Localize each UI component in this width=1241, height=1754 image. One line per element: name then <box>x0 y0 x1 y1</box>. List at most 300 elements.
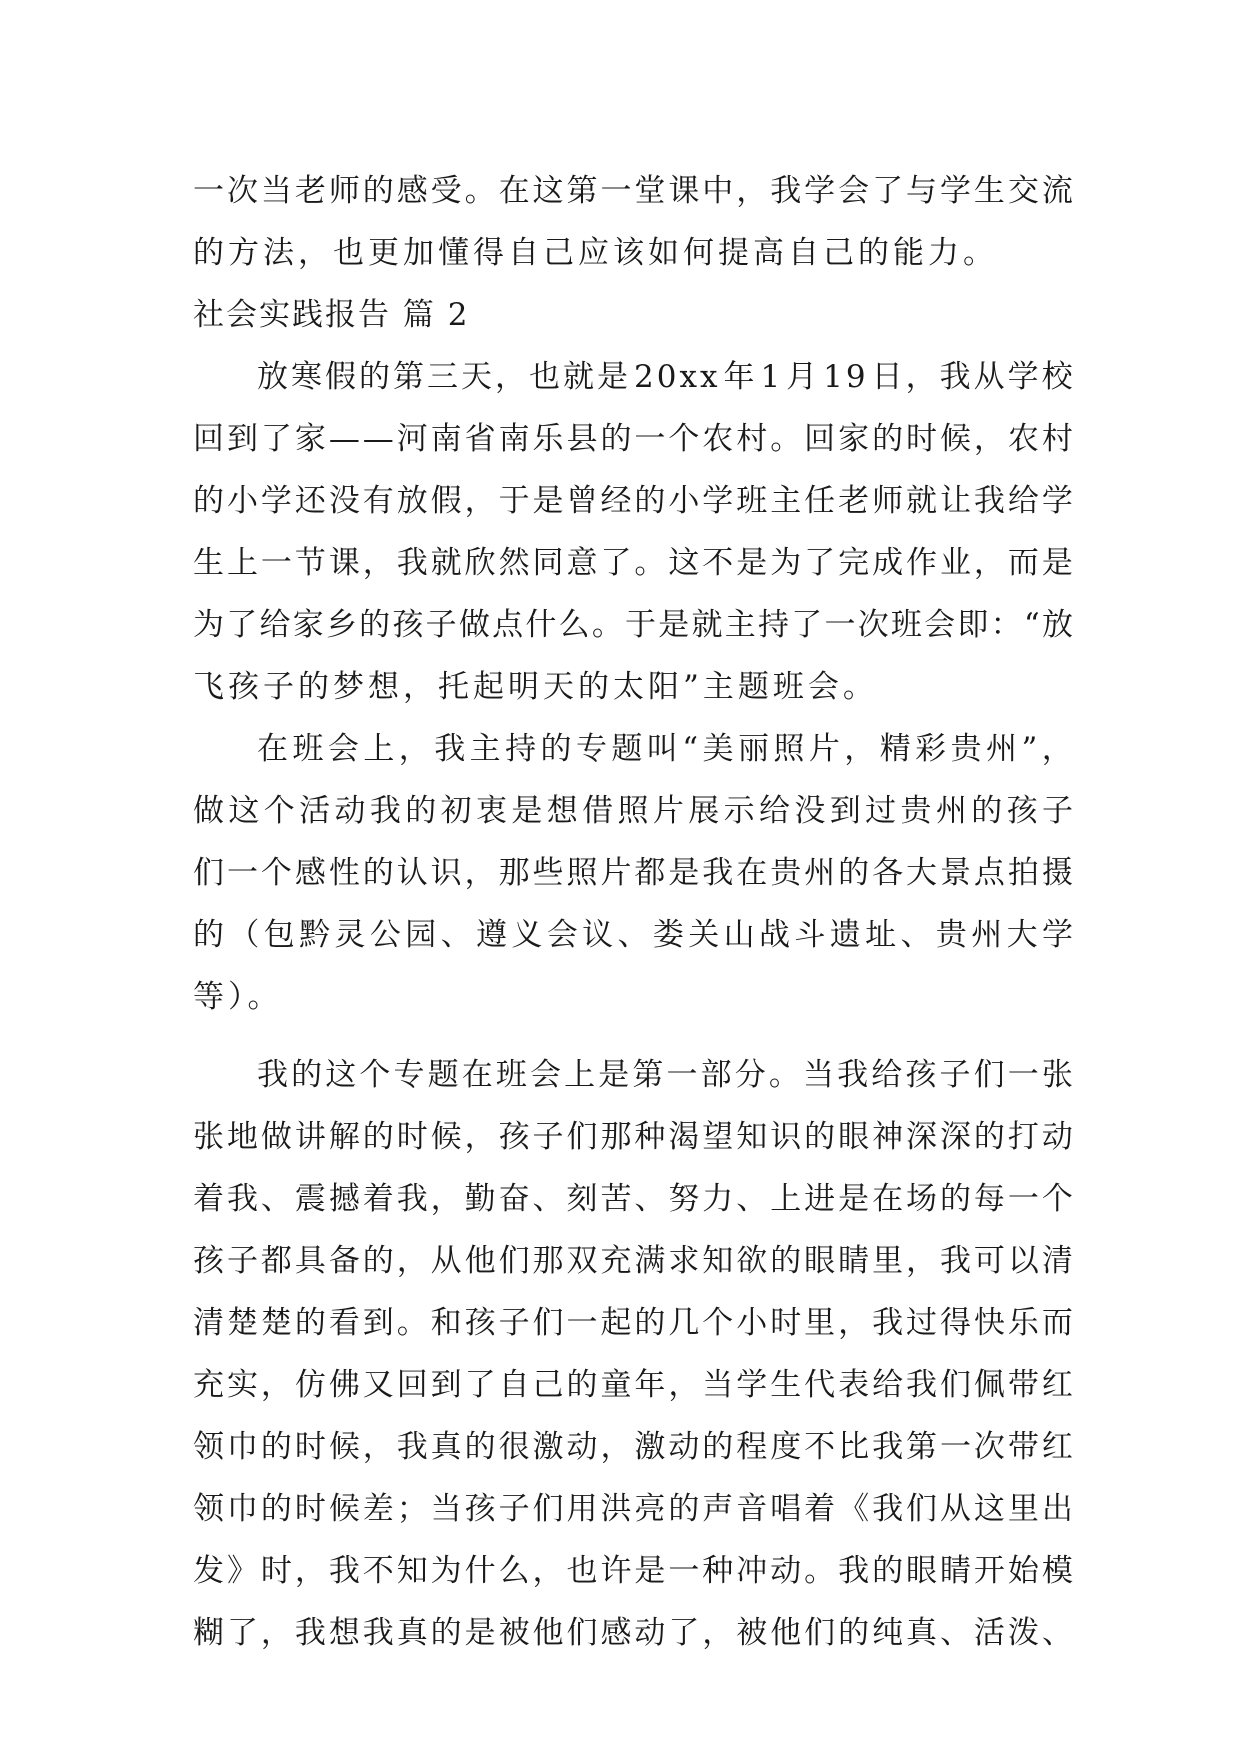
line-char: 了 <box>464 1367 496 1403</box>
line-char: 那 <box>532 1243 564 1279</box>
line-char: 上 <box>363 731 395 767</box>
line-char: 州 <box>935 793 967 829</box>
line-char: 、 <box>532 1181 564 1217</box>
line-char: 很 <box>498 1429 530 1465</box>
line-char: 课 <box>668 173 700 209</box>
line-char: 我 <box>434 731 466 767</box>
line-char: 第 <box>566 173 598 209</box>
line-char: 学 <box>1041 483 1073 519</box>
line-char: 真 <box>906 1615 938 1651</box>
line-char: 备 <box>328 1243 360 1279</box>
line-char: 师 <box>872 483 904 519</box>
line-char: 渴 <box>668 1119 700 1155</box>
line-char: 一 <box>1007 1181 1039 1217</box>
line-char: 班 <box>292 731 324 767</box>
line-char: 彩 <box>915 731 947 767</box>
line-char: ， <box>600 1429 632 1465</box>
text-line <box>193 904 1073 966</box>
line-char: ， <box>702 1615 734 1651</box>
line-char: 是 <box>634 1553 666 1589</box>
line-char: 给 <box>1007 483 1039 519</box>
line-char: 我 <box>906 1367 938 1403</box>
line-char: 童 <box>600 1367 632 1403</box>
line-char: 的 <box>540 731 572 767</box>
line-char: 我 <box>973 483 1005 519</box>
line-char: ， <box>532 1553 564 1589</box>
line-char: 州 <box>986 731 1018 767</box>
line-char: 时 <box>260 1553 292 1589</box>
line-char: 他 <box>770 1615 802 1651</box>
line-char: 次 <box>857 607 889 643</box>
text-line <box>193 1540 1073 1602</box>
line-char: 大 <box>1006 917 1038 953</box>
line-char: 的 <box>193 917 224 953</box>
line-char: 张 <box>1041 1057 1073 1093</box>
line-char: 个 <box>260 855 292 891</box>
line-char: 主 <box>724 607 756 643</box>
line-char: 什 <box>525 607 557 643</box>
line-char: 候 <box>939 421 971 457</box>
text-line <box>193 1354 1073 1416</box>
line-char: 认 <box>396 855 428 891</box>
line-char: 仿 <box>294 1367 326 1403</box>
line-char: 动 <box>566 1429 598 1465</box>
line-char: 个 <box>702 1305 734 1341</box>
line-char: 是 <box>668 855 700 891</box>
line-char: 于 <box>498 483 530 519</box>
line-char: 在 <box>872 1181 904 1217</box>
line-char: 当 <box>803 1057 834 1093</box>
line-char: 苦 <box>600 1181 632 1217</box>
line-char: 那 <box>498 855 530 891</box>
line-char: 是 <box>532 483 564 519</box>
line-char: 眼 <box>804 1243 836 1279</box>
line-char: 片 <box>808 731 840 767</box>
line-char: 候 <box>328 1491 360 1527</box>
line-char: 的 <box>702 1429 734 1465</box>
text-line <box>193 1478 1073 1540</box>
line-char: 精 <box>879 731 911 767</box>
line-char: 会 <box>838 173 870 209</box>
line-char: 得 <box>939 1305 971 1341</box>
section-heading <box>193 284 1073 346</box>
line-char: 公 <box>369 917 401 953</box>
line-char: 的 <box>600 421 632 457</box>
line-char: 。 <box>768 1057 800 1093</box>
line-char: 主 <box>469 731 501 767</box>
line-char: 了 <box>804 545 836 581</box>
line-char: 学 <box>1042 917 1073 953</box>
text-line <box>193 160 1073 222</box>
line-char: 双 <box>566 1243 598 1279</box>
line-char: 乐 <box>532 421 564 457</box>
line-char: 不 <box>702 545 734 581</box>
line-char: 佛 <box>328 1367 360 1403</box>
line-char: 可 <box>973 1243 1005 1279</box>
line-char: 识 <box>770 1119 802 1155</box>
text-line <box>193 1292 1073 1354</box>
line-char: 们 <box>939 1367 971 1403</box>
line-char: 感 <box>396 173 428 209</box>
line-char: 时 <box>294 1491 326 1527</box>
line-char: 是 <box>464 1615 496 1651</box>
line-char: 到 <box>430 1367 462 1403</box>
line-char: 南 <box>430 421 462 457</box>
line-char: ， <box>398 731 430 767</box>
line-char: 为 <box>430 1553 462 1589</box>
line-char: 活 <box>973 1615 1005 1651</box>
line-char: 我 <box>872 1491 904 1527</box>
line-char: 候 <box>430 1119 462 1155</box>
line-char: 睛 <box>838 1243 870 1279</box>
line-char: 回 <box>193 421 224 457</box>
line-char: 的 <box>939 1181 971 1217</box>
line-char: 义 <box>511 917 543 953</box>
line-char: 眼 <box>906 1553 938 1589</box>
line-char: 我 <box>872 1429 904 1465</box>
line-char: 识 <box>430 855 462 891</box>
line-char: 个 <box>1041 1181 1073 1217</box>
line-char: 第 <box>906 1429 938 1465</box>
line-char: 的 <box>668 1491 700 1527</box>
line-char: 被 <box>498 1615 530 1651</box>
line-char: 2 <box>634 359 654 395</box>
line-char: ， <box>736 173 768 209</box>
line-char: 佩 <box>973 1367 1005 1403</box>
line-char: 巾 <box>226 1429 258 1465</box>
line-char: 里 <box>872 1243 904 1279</box>
line-char: 学 <box>260 483 292 519</box>
line-char: 当 <box>702 1367 734 1403</box>
line-char: 月 <box>786 359 818 395</box>
line-char: 州 <box>804 855 836 891</box>
line-char: 老 <box>838 483 870 519</box>
line-char: 们 <box>566 1119 598 1155</box>
line-char: 这 <box>228 793 260 829</box>
line-char: 我 <box>362 1615 394 1651</box>
line-char: 而 <box>1041 1305 1073 1341</box>
line-char: 部 <box>700 1057 732 1093</box>
line-char: 我 <box>837 1057 869 1093</box>
line-char: 着 <box>362 1181 394 1217</box>
line-char: 他 <box>464 1243 496 1279</box>
text-line <box>193 1416 1073 1478</box>
line-char: ， <box>396 1243 428 1279</box>
line-char: 是 <box>598 1057 630 1093</box>
line-char: x <box>679 359 697 395</box>
line-char: 动 <box>770 1553 802 1589</box>
text-line <box>193 222 1073 284</box>
line-char: 即 <box>957 607 989 643</box>
line-char: 感 <box>600 1615 632 1651</box>
line-char: 楚 <box>226 1305 258 1341</box>
line-char: 的 <box>838 1615 870 1651</box>
line-char: 曾 <box>566 483 598 519</box>
line-char: 从 <box>430 1243 462 1279</box>
line-char: 州 <box>971 917 1003 953</box>
line-char: 唱 <box>770 1491 802 1527</box>
line-char: 一 <box>566 1305 598 1341</box>
line-char: 清 <box>1041 1243 1073 1279</box>
line-char: 专 <box>393 1057 425 1093</box>
line-char: 没 <box>794 793 826 829</box>
line-char: 交 <box>1007 173 1039 209</box>
line-char: 们 <box>532 1491 564 1527</box>
line-char: 子 <box>498 1491 530 1527</box>
line-char: 时 <box>906 421 938 457</box>
line-char: 动 <box>668 1429 700 1465</box>
line-char: 小 <box>668 483 700 519</box>
line-char: 照 <box>773 731 805 767</box>
line-char: 次 <box>973 1429 1005 1465</box>
line-char: 表 <box>838 1367 870 1403</box>
line-char: 从 <box>939 1491 971 1527</box>
line-char: 、 <box>260 1181 292 1217</box>
line-char: ， <box>294 1553 326 1589</box>
line-char: 第 <box>632 1057 664 1093</box>
line-char: 们 <box>532 1305 564 1341</box>
document-body <box>193 160 1073 1664</box>
line-char: 们 <box>566 1615 598 1651</box>
line-char: 1 <box>760 359 781 395</box>
line-char: 遗 <box>829 917 861 953</box>
line-char: 展 <box>688 793 720 829</box>
line-char: 我 <box>226 1181 258 1217</box>
line-char: 我 <box>294 1615 326 1651</box>
line-char: 差 <box>362 1491 394 1527</box>
line-char: 的 <box>294 1305 326 1341</box>
text-line <box>193 656 1073 718</box>
line-char: 实 <box>226 1367 258 1403</box>
line-char: 初 <box>440 793 472 829</box>
line-char: 山 <box>723 917 755 953</box>
text-line <box>193 346 1073 408</box>
line-char: 清 <box>193 1305 224 1341</box>
line-char: 神 <box>872 1119 904 1155</box>
line-char: 就 <box>563 359 594 395</box>
line-char: 到 <box>829 793 861 829</box>
line-char: 到 <box>362 1305 394 1341</box>
line-char: 起 <box>600 1305 632 1341</box>
line-char: 黔 <box>299 917 331 953</box>
line-char: 学 <box>939 173 971 209</box>
line-char: 的 <box>362 173 394 209</box>
line-char: 都 <box>260 1243 292 1279</box>
line-char: 想 <box>546 793 578 829</box>
line-char: 子 <box>498 1305 530 1341</box>
line-char: 景 <box>939 855 971 891</box>
line-char: 勤 <box>464 1181 496 1217</box>
line-char: 带 <box>1007 1367 1039 1403</box>
line-char: 9 <box>845 359 866 395</box>
line-char: 在 <box>736 855 768 891</box>
line-char: 们 <box>193 855 224 891</box>
line-char: 上 <box>770 1181 802 1217</box>
line-char: 了 <box>791 607 823 643</box>
line-char: 日 <box>871 359 903 395</box>
line-char: 睛 <box>939 1553 971 1589</box>
line-char: 的 <box>362 1119 394 1155</box>
line-char: 放 <box>1041 607 1073 643</box>
line-text: 等）。 <box>193 979 283 1015</box>
line-char: 场 <box>906 1181 938 1217</box>
line-char: 孩 <box>392 607 424 643</box>
line-char: 具 <box>294 1243 326 1279</box>
line-char: 主 <box>770 483 802 519</box>
line-char: 到 <box>226 421 258 457</box>
line-char: 在 <box>461 1057 493 1093</box>
line-char: 子 <box>939 1057 971 1093</box>
line-char: ， <box>464 1119 496 1155</box>
line-char: 。 <box>396 1305 428 1341</box>
line-char: 假 <box>430 483 462 519</box>
line-char: 回 <box>804 421 836 457</box>
line-char: 的 <box>260 1491 292 1527</box>
line-char: 刻 <box>566 1181 598 1217</box>
line-char: 会 <box>327 731 359 767</box>
line-char: ， <box>668 1367 700 1403</box>
line-char: 音 <box>736 1491 768 1527</box>
line-char: 动 <box>1041 1119 1073 1155</box>
line-char: 每 <box>973 1181 1005 1217</box>
line-char: 的 <box>405 793 437 829</box>
line-char: 几 <box>668 1305 700 1341</box>
line-char: 学 <box>736 1367 768 1403</box>
line-char: 、 <box>900 917 932 953</box>
line-char: 求 <box>668 1243 700 1279</box>
line-char: ， <box>973 421 1005 457</box>
line-char: ， <box>260 1615 292 1651</box>
line-char: 红 <box>1041 1367 1073 1403</box>
line-char: 。 <box>770 421 802 457</box>
line-char: 满 <box>634 1243 666 1279</box>
line-char: 的 <box>971 793 1003 829</box>
line-char: 、 <box>736 1181 768 1217</box>
line-char: 性 <box>328 855 360 891</box>
line-char: 题 <box>611 731 643 767</box>
line-char: 进 <box>804 1181 836 1217</box>
line-char: 的 <box>804 1119 836 1155</box>
line-char: 0 <box>656 359 677 395</box>
line-char: 欣 <box>464 545 496 581</box>
line-char: 任 <box>804 483 836 519</box>
line-char: 一 <box>634 421 666 457</box>
line-char: 动 <box>334 793 366 829</box>
line-char: 我 <box>257 1057 288 1093</box>
line-char: ， <box>260 1367 292 1403</box>
line-char: 放 <box>257 359 288 395</box>
line-char: ， <box>906 1243 938 1279</box>
line-char: 经 <box>600 483 632 519</box>
line-char: 然 <box>498 545 530 581</box>
line-char: ， <box>844 731 876 767</box>
line-char: 发 <box>193 1553 224 1589</box>
line-char: 给 <box>872 1367 904 1403</box>
line-char: 的 <box>359 607 391 643</box>
line-char: 子 <box>1042 793 1073 829</box>
line-char: 就 <box>906 483 938 519</box>
text-line <box>193 594 1073 656</box>
line-char: 糊 <box>193 1615 224 1651</box>
line-char: 放 <box>396 483 428 519</box>
line-char: 们 <box>804 1615 836 1651</box>
line-char: 这 <box>532 173 564 209</box>
line-char: 、 <box>1041 1615 1073 1651</box>
line-char: 充 <box>600 1243 632 1279</box>
line-char: 而 <box>1007 545 1039 581</box>
line-char: 讲 <box>294 1119 326 1155</box>
line-char: 的 <box>362 1243 394 1279</box>
line-char: 激 <box>634 1429 666 1465</box>
line-char: 一 <box>260 545 292 581</box>
line-char: 做 <box>193 793 224 829</box>
line-char: 我 <box>838 1553 870 1589</box>
line-char: 娄 <box>652 917 684 953</box>
line-char: 真 <box>430 1429 462 1465</box>
line-char: 不 <box>804 1429 836 1465</box>
line-char: 我 <box>328 1553 360 1589</box>
line-char: 流 <box>1041 173 1073 209</box>
line-char: 会 <box>530 1057 561 1093</box>
line-char: 是 <box>1041 545 1073 581</box>
line-char: 地 <box>226 1119 258 1155</box>
line-char: 同 <box>532 545 564 581</box>
line-char: 村 <box>1041 421 1073 457</box>
line-char: 意 <box>566 545 598 581</box>
line-char: 次 <box>226 173 258 209</box>
line-char: ， <box>838 1305 870 1341</box>
line-char: 奋 <box>498 1181 530 1217</box>
line-char: 寒 <box>291 359 322 395</box>
line-char: ， <box>905 359 937 395</box>
text-line <box>193 1230 1073 1292</box>
line-char: 做 <box>260 1119 292 1155</box>
line-char: ： <box>990 607 1022 643</box>
line-char: 的 <box>193 483 224 519</box>
text-line <box>193 1044 1073 1106</box>
line-char: 年 <box>723 359 755 395</box>
line-char: 、 <box>634 1181 666 1217</box>
line-char: 各 <box>872 855 904 891</box>
line-char: 分 <box>734 1057 766 1093</box>
line-char: 时 <box>770 1305 802 1341</box>
line-char: 的 <box>634 1305 666 1341</box>
line-char: 候 <box>328 1429 360 1465</box>
line-char: 会 <box>546 917 578 953</box>
line-char: 照 <box>617 793 649 829</box>
line-char: 一 <box>666 1057 698 1093</box>
line-char: 我 <box>369 793 401 829</box>
line-char: 是 <box>736 545 768 581</box>
line-char: 许 <box>600 1553 632 1589</box>
line-char: 我 <box>396 545 428 581</box>
line-char: 望 <box>702 1119 734 1155</box>
line-char: 、 <box>440 917 472 953</box>
line-char: 的 <box>291 1057 323 1093</box>
line-char: 一 <box>1007 1057 1039 1093</box>
line-char: 知 <box>702 1243 734 1279</box>
line-char: 一 <box>600 173 632 209</box>
line-char: 让 <box>939 483 971 519</box>
line-char: 上 <box>226 545 258 581</box>
line-char: 一 <box>939 1429 971 1465</box>
line-char: 的 <box>464 1429 496 1465</box>
line-char: 程 <box>736 1429 768 1465</box>
line-char: 着 <box>193 1181 224 1217</box>
line-char: 摄 <box>1041 855 1073 891</box>
line-char: 在 <box>498 173 530 209</box>
line-char: 我 <box>396 1181 428 1217</box>
